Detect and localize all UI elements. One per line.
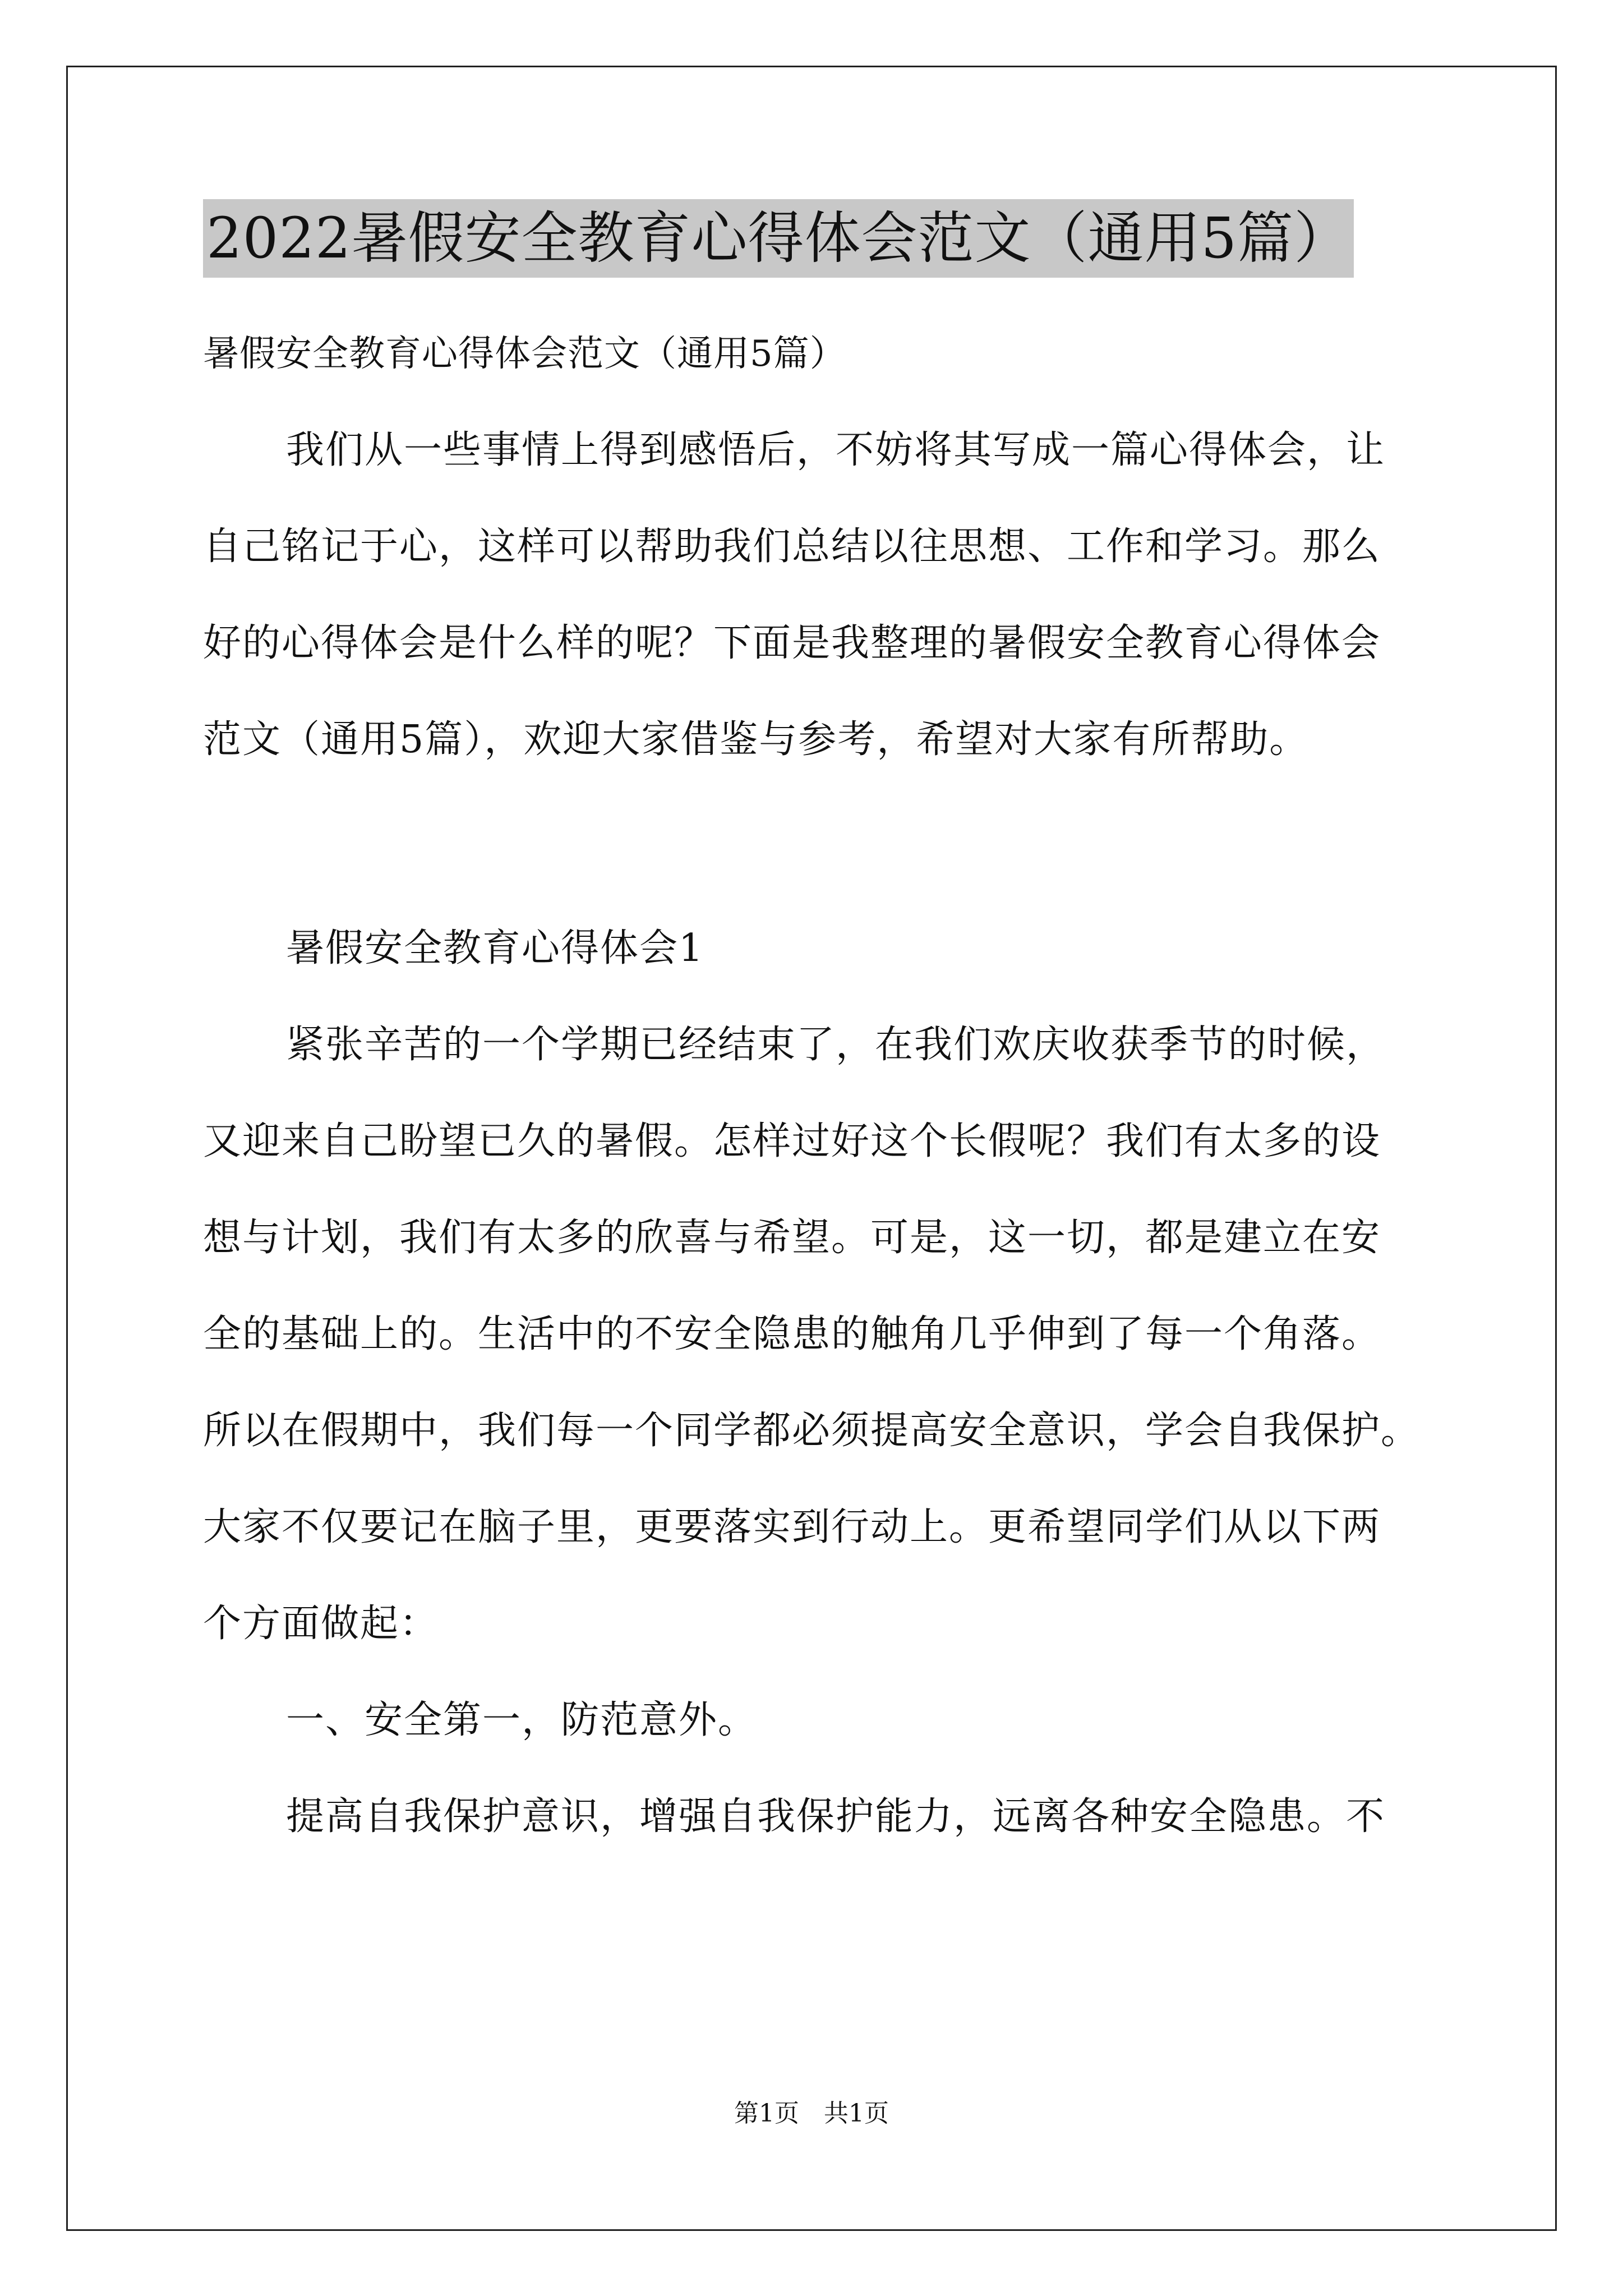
- body-line: 所以在假期中，我们每一个同学都必须提高安全意识，学会自我保护。: [203, 1409, 1421, 1453]
- point-heading: 一、安全第一，防范意外。: [286, 1698, 758, 1742]
- body-line: 紧张辛苦的一个学期已经结束了，在我们欢庆收获季节的时候，: [286, 1023, 1386, 1067]
- page-footer: 第1页 共1页: [734, 2099, 889, 2128]
- intro-line: 自己铭记于心，这样可以帮助我们总结以往思想、工作和学习。那么: [203, 524, 1381, 569]
- document-subtitle: 暑假安全教育心得体会范文（通用5篇）: [203, 333, 846, 375]
- body-line: 全的基础上的。生活中的不安全隐患的触角几乎伸到了每一个角落。: [203, 1312, 1381, 1356]
- document-title: 2022暑假安全教育心得体会范文（通用5篇）: [206, 205, 1351, 271]
- body-line: 个方面做起：: [203, 1602, 439, 1646]
- title-highlight: [203, 199, 1354, 278]
- intro-line: 好的心得体会是什么样的呢？下面是我整理的暑假安全教育心得体会: [203, 621, 1381, 665]
- intro-line: 我们从一些事情上得到感悟后，不妨将其写成一篇心得体会，让: [286, 428, 1386, 472]
- intro-line: 范文（通用5篇），欢迎大家借鉴与参考，希望对大家有所帮助。: [203, 717, 1309, 762]
- body-line: 想与计划，我们有太多的欣喜与希望。可是，这一切，都是建立在安: [203, 1216, 1381, 1260]
- section-heading: 暑假安全教育心得体会1: [286, 926, 704, 970]
- body-line: 大家不仅要记在脑子里，更要落实到行动上。更希望同学们从以下两: [203, 1505, 1381, 1549]
- body-line: 又迎来自己盼望已久的暑假。怎样过好这个长假呢？我们有太多的设: [203, 1119, 1381, 1163]
- point-line: 提高自我保护意识，增强自我保护能力，远离各种安全隐患。不: [286, 1795, 1386, 1839]
- document-body: [203, 306, 1437, 1865]
- spacer: [203, 788, 1437, 900]
